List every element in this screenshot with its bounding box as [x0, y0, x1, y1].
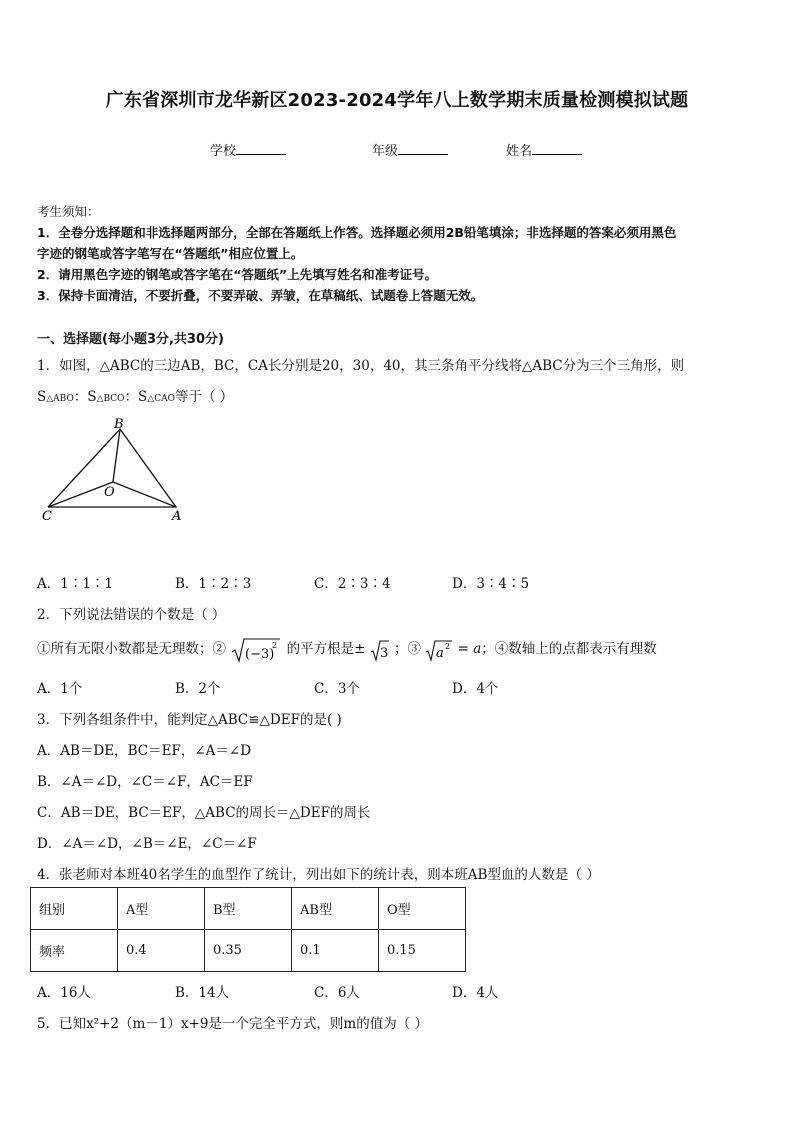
q3-option-b: B．∠A＝∠D，∠C＝∠F，AC＝EF — [37, 774, 253, 790]
q1-ratio-sub2: △BCO — [96, 394, 125, 404]
triangle-figure — [36, 412, 196, 527]
blood-type-table — [30, 887, 466, 972]
notice-item-3: 3．保持卡面清洁，不要折叠，不要弄破、弄皱，在草稿纸、试题卷上答题无效。 — [37, 288, 484, 303]
table-header-cell: A型 — [118, 888, 205, 930]
q2-stmt-c: ；③ — [394, 641, 421, 657]
school-blank — [236, 142, 286, 155]
sqrt-exp: 2 — [272, 640, 278, 650]
label-o: O — [104, 485, 115, 500]
table-cell: 0.15 — [379, 930, 466, 972]
table-cell: 0.4 — [118, 930, 205, 972]
q1-ratio-s1: S — [37, 389, 47, 405]
table-header-cell: 组别 — [31, 888, 118, 930]
sqrt-minus3-squared — [230, 636, 282, 664]
q4-option-c: C．6人 — [314, 985, 360, 1001]
q4-option-b: B．14人 — [175, 985, 230, 1001]
q4-text: 4．张老师对本班40名学生的血型作了统计，列出如下的统计表，则本班AB型血的人数是（ ） — [37, 867, 600, 883]
bisector-b — [113, 429, 120, 482]
q1-text: 1．如图，△ABC的三边AB，BC，CA长分别是20，30，40，其三条角平分线将△ABC分为三个三角形，则 — [37, 358, 685, 374]
table-header-cell: AB型 — [292, 888, 379, 930]
q2-stmt-b: 的平方根是± — [286, 641, 366, 657]
table-header-row — [31, 888, 466, 930]
q1-option-a: A．1∶1∶1 — [37, 576, 114, 592]
table-cell: 频率 — [31, 930, 118, 972]
notice-item-1-line-2: 字迹的钢笔或答字笔写在“答题纸”相应位置上。 — [37, 246, 304, 261]
q2-option-b: B．2个 — [175, 681, 221, 697]
q1-ratio-sub3: △CAO — [147, 394, 175, 404]
q5-text: 5．已知x²+2（m－1）x+9是一个完全平方式，则m的值为（ ） — [37, 1016, 429, 1032]
q1-ratio — [37, 385, 233, 405]
q3-text: 3．下列各组条件中，能判定△ABC≌△DEF的是( ) — [37, 712, 342, 728]
q1-option-c: C．2∶3∶4 — [314, 576, 391, 592]
notice-item-2: 2．请用黑色字迹的钢笔或答字笔在“答题纸”上先填写姓名和准考证号。 — [37, 267, 438, 282]
table-cell: 0.1 — [292, 930, 379, 972]
q4-option-a: A．16人 — [37, 985, 91, 1001]
name-field — [506, 140, 582, 159]
q1-option-d: D．3∶4∶5 — [452, 576, 530, 592]
q1-ratio-sub1: △ABO — [46, 394, 74, 404]
sqrt-inner: (−3) — [245, 646, 275, 662]
label-a: A — [172, 509, 182, 524]
table-header-cell: O型 — [379, 888, 466, 930]
q1-ratio-tail: 等于（ ） — [175, 389, 234, 405]
page-title: 广东省深圳市龙华新区2023-2024学年八上数学期末质量检测模拟试题 — [105, 90, 689, 111]
table-row — [31, 930, 466, 972]
q2-option-c: C．3个 — [314, 681, 360, 697]
sqrt-3 — [370, 636, 390, 664]
table-header-cell: B型 — [205, 888, 292, 930]
q2-option-d: D．4个 — [452, 681, 499, 697]
name-label: 姓名 — [506, 144, 533, 159]
section-heading: 一、选择题(每小题3分,共30分) — [37, 332, 224, 347]
sqrt-a-squared — [425, 636, 453, 664]
grade-field — [372, 140, 448, 159]
notice-item-1-line-1: 1．全卷分选择题和非选择题两部分，全部在答题纸上作答。选择题必须用2B铅笔填涂；非选择题的答案必须用黑色 — [37, 225, 677, 240]
q2-text: 2．下列说法错误的个数是（ ） — [37, 607, 226, 623]
q1-ratio-sep2: ：S — [124, 389, 148, 405]
q2-stmt-a: ①所有无限小数都是无理数；② — [37, 641, 226, 657]
q2-stmt-d: = a — [457, 641, 482, 657]
q3-option-c: C．AB＝DE，BC＝EF，△ABC的周长＝△DEF的周长 — [37, 805, 371, 821]
table-cell: 0.35 — [205, 930, 292, 972]
sqrt-a-exp: 2 — [445, 641, 451, 651]
q1-option-b: B．1∶2∶3 — [175, 576, 252, 592]
q3-option-a: A．AB＝DE，BC＝EF，∠A＝∠D — [37, 743, 252, 759]
notice-heading: 考生须知： — [37, 204, 100, 219]
label-b: B — [114, 417, 124, 432]
q3-option-d: D．∠A＝∠D，∠B＝∠E，∠C＝∠F — [37, 836, 257, 852]
label-c: C — [42, 509, 52, 524]
grade-blank — [398, 142, 448, 155]
name-blank — [532, 142, 582, 155]
school-field — [210, 140, 286, 159]
q1-ratio-sep1: ：S — [73, 389, 97, 405]
q2-statements — [37, 634, 657, 664]
grade-label: 年级 — [372, 144, 399, 159]
sqrt3-inner: 3 — [379, 645, 388, 661]
sqrt-a-inner: a — [436, 645, 445, 661]
q2-stmt-e: ；④数轴上的点都表示有理数 — [481, 641, 657, 657]
school-label: 学校 — [210, 144, 237, 159]
q2-option-a: A．1个 — [37, 681, 83, 697]
q4-option-d: D．4人 — [452, 985, 499, 1001]
